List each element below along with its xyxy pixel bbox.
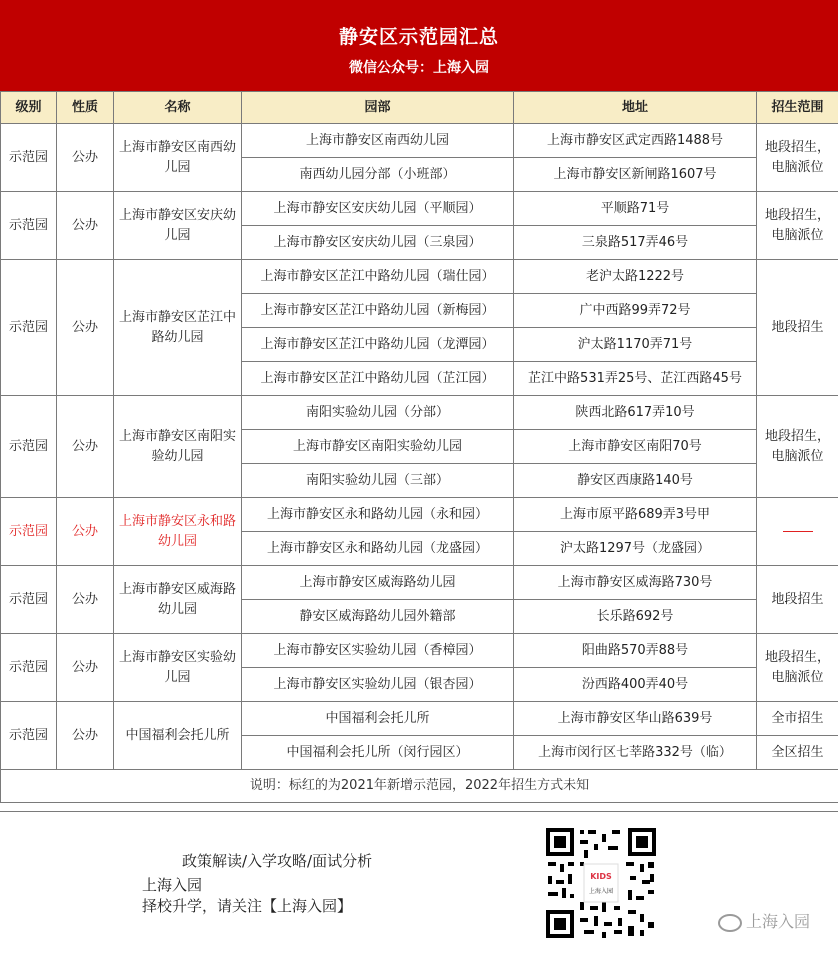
range-cell: [757, 498, 838, 566]
table-row: [1, 634, 838, 668]
type-cell: 公办: [57, 192, 114, 260]
type-cell: 公办: [57, 124, 114, 192]
table-row: [1, 498, 838, 532]
level-cell: 示范园: [1, 396, 57, 498]
table-row: [1, 192, 838, 226]
branch-cell: 上海市静安区永和路幼儿园（龙盛园）: [242, 532, 514, 566]
branch-cell: 上海市静安区芷江中路幼儿园（芷江园）: [242, 362, 514, 396]
name-cell: 上海市静安区实验幼儿园: [114, 634, 242, 702]
range-cell: 全区招生: [757, 736, 838, 770]
branch-cell: 南西幼儿园分部（小班部）: [242, 158, 514, 192]
name-cell: 上海市静安区南阳实验幼儿园: [114, 396, 242, 498]
table-row: [1, 260, 838, 294]
table-row: [1, 124, 838, 158]
name-cell: 中国福利会托儿所: [114, 702, 242, 770]
range-cell: 地段招生，电脑派位: [757, 124, 838, 192]
page-title: 静安区示范园汇总: [0, 22, 838, 49]
name-cell: 上海市静安区南西幼儿园: [114, 124, 242, 192]
branch-cell: 上海市静安区永和路幼儿园（永和园）: [242, 498, 514, 532]
branch-cell: 上海市静安区安庆幼儿园（三泉园）: [242, 226, 514, 260]
column-header: 地址: [514, 92, 757, 124]
wechat-icon: [718, 914, 742, 932]
page-header: [0, 0, 838, 91]
address-cell: 上海市静安区南阳70号: [514, 430, 757, 464]
qr-code-image: [544, 826, 658, 940]
type-cell: 公办: [57, 498, 114, 566]
branch-cell: 中国福利会托儿所: [242, 702, 514, 736]
table-row: [1, 702, 838, 736]
address-cell: 阳曲路570弄88号: [514, 634, 757, 668]
wechat-watermark: [718, 909, 810, 932]
type-cell: 公办: [57, 566, 114, 634]
type-cell: 公办: [57, 702, 114, 770]
level-cell: 示范园: [1, 566, 57, 634]
branch-cell: 上海市静安区芷江中路幼儿园（瑞仕园）: [242, 260, 514, 294]
branch-cell: 上海市静安区南西幼儿园: [242, 124, 514, 158]
range-cell: 全市招生: [757, 702, 838, 736]
footer-brand: 上海入园: [142, 874, 202, 895]
address-cell: 芷江中路531弄25号、芷江西路45号: [514, 362, 757, 396]
address-cell: 长乐路692号: [514, 600, 757, 634]
address-cell: 上海市静安区华山路639号: [514, 702, 757, 736]
table-row: [1, 566, 838, 600]
address-cell: 静安区西康路140号: [514, 464, 757, 498]
column-header: 级别: [1, 92, 57, 124]
range-cell: 地段招生，电脑派位: [757, 396, 838, 498]
table-row: [1, 396, 838, 430]
address-cell: 沪太路1170弄71号: [514, 328, 757, 362]
address-cell: 老沪太路1222号: [514, 260, 757, 294]
table-note: 说明：标红的为2021年新增示范园，2022年招生方式未知: [1, 770, 838, 803]
range-cell: 地段招生，电脑派位: [757, 634, 838, 702]
address-cell: 汾西路400弄40号: [514, 668, 757, 702]
footer-tagline: 政策解读/入学攻略/面试分析: [182, 850, 372, 871]
branch-cell: 中国福利会托儿所（闵行园区）: [242, 736, 514, 770]
branch-cell: 上海市静安区南阳实验幼儿园: [242, 430, 514, 464]
type-cell: 公办: [57, 396, 114, 498]
address-cell: 陕西北路617弄10号: [514, 396, 757, 430]
table-header-row: [1, 92, 838, 124]
wechat-watermark-text: 上海入园: [746, 912, 810, 931]
footer-follow-text: 择校升学，请关注【上海入园】: [142, 895, 352, 916]
name-cell: 上海市静安区芷江中路幼儿园: [114, 260, 242, 396]
svg-text:KIDS: KIDS: [590, 872, 612, 881]
column-header: 名称: [114, 92, 242, 124]
type-cell: 公办: [57, 260, 114, 396]
level-cell: 示范园: [1, 192, 57, 260]
level-cell: 示范园: [1, 634, 57, 702]
branch-cell: 上海市静安区威海路幼儿园: [242, 566, 514, 600]
page-subtitle: 微信公众号：上海入园: [0, 57, 838, 77]
kindergarten-table: [0, 91, 838, 803]
branch-cell: 上海市静安区实验幼儿园（香樟园）: [242, 634, 514, 668]
column-header: 招生范围: [757, 92, 838, 124]
address-cell: 广中西路99弄72号: [514, 294, 757, 328]
branch-cell: 上海市静安区实验幼儿园（银杏园）: [242, 668, 514, 702]
page-footer: [0, 811, 838, 955]
column-header: 园部: [242, 92, 514, 124]
branch-cell: 南阳实验幼儿园（分部）: [242, 396, 514, 430]
column-header: 性质: [57, 92, 114, 124]
address-cell: 上海市静安区威海路730号: [514, 566, 757, 600]
address-cell: 沪太路1297号（龙盛园）: [514, 532, 757, 566]
level-cell: 示范园: [1, 702, 57, 770]
name-cell: 上海市静安区安庆幼儿园: [114, 192, 242, 260]
range-cell: 地段招生，电脑派位: [757, 192, 838, 260]
address-cell: 平顺路71号: [514, 192, 757, 226]
address-cell: 上海市静安区武定西路1488号: [514, 124, 757, 158]
level-cell: 示范园: [1, 124, 57, 192]
range-cell: 地段招生: [757, 260, 838, 396]
address-cell: 上海市静安区新闸路1607号: [514, 158, 757, 192]
address-cell: 上海市闵行区七莘路332号（临）: [514, 736, 757, 770]
range-cell: 地段招生: [757, 566, 838, 634]
address-cell: 三泉路517弄46号: [514, 226, 757, 260]
name-cell: 上海市静安区威海路幼儿园: [114, 566, 242, 634]
branch-cell: 上海市静安区芷江中路幼儿园（龙潭园）: [242, 328, 514, 362]
level-cell: 示范园: [1, 260, 57, 396]
address-cell: 上海市原平路689弄3号甲: [514, 498, 757, 532]
branch-cell: 上海市静安区安庆幼儿园（平顺园）: [242, 192, 514, 226]
type-cell: 公办: [57, 634, 114, 702]
level-cell: 示范园: [1, 498, 57, 566]
note-row: [1, 770, 838, 803]
branch-cell: 南阳实验幼儿园（三部）: [242, 464, 514, 498]
dash-mark: [783, 531, 813, 532]
qr-logo-text: 上海入园: [589, 887, 613, 895]
branch-cell: 上海市静安区芷江中路幼儿园（新梅园）: [242, 294, 514, 328]
branch-cell: 静安区威海路幼儿园外籍部: [242, 600, 514, 634]
name-cell: 上海市静安区永和路幼儿园: [114, 498, 242, 566]
